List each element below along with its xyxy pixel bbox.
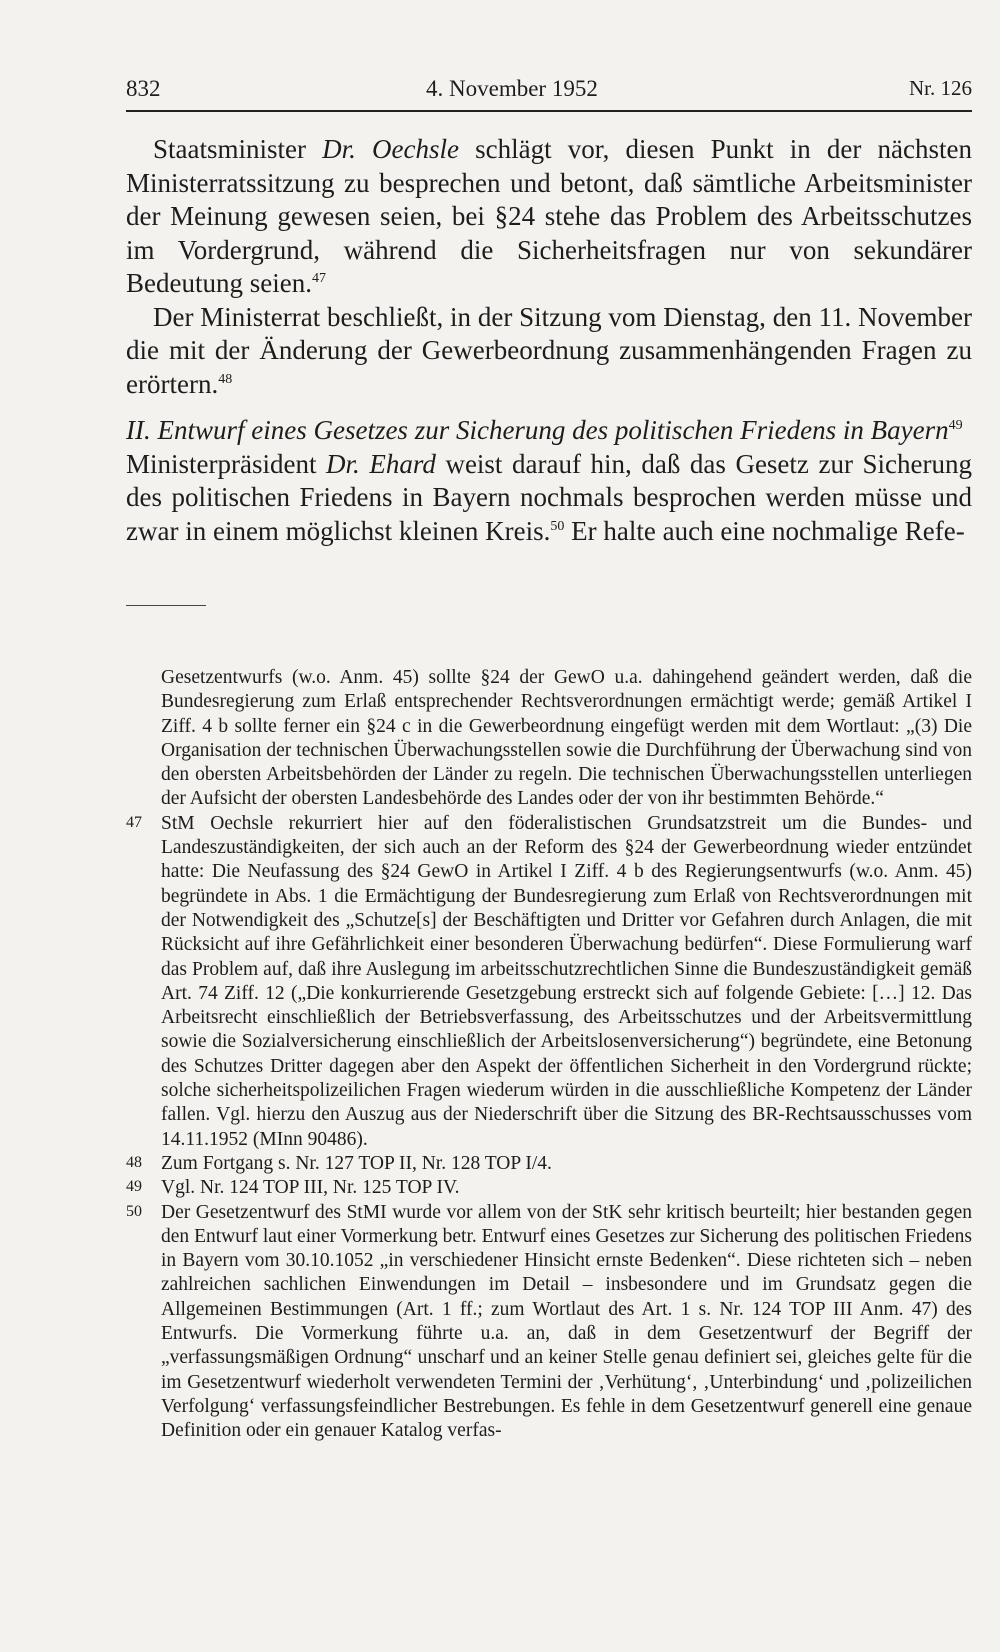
document-number: Nr. 126 (909, 76, 972, 100)
footnote-text: Zum Fortgang s. Nr. 127 TOP II, Nr. 128 TOP I/4. (161, 1152, 552, 1174)
paragraph-text: Er halte auch eine nochmalige Refe- (564, 515, 965, 546)
footnote-48 (126, 1152, 972, 1176)
footnote-ref[interactable]: 47 (311, 271, 326, 286)
footnote-ref[interactable]: 48 (218, 371, 233, 387)
paragraph-text: weist darauf hin, daß das Gesetz zur Sicherung des politischen Friedens in Bayern nochmals besprochen werden müsse und zwar in einem möglichst kleinen Kreis. (126, 448, 972, 546)
footnotes (126, 666, 972, 1444)
person-name: Dr. Oechsle (322, 134, 459, 164)
footnote-number: 48 (126, 1153, 142, 1171)
footnote-number: 49 (126, 1178, 142, 1196)
paragraph-text: Staatsminister (153, 134, 323, 164)
paragraph-ehard (126, 448, 972, 549)
footnote-ref[interactable]: 49 (948, 418, 963, 433)
footnote-ref[interactable]: 50 (550, 518, 565, 534)
footnote-text: StM Oechsle rekurriert hier auf den föderalistischen Grundsatzstreit um die Bundes- und Landeszuständigkeiten, der sich auch an der Reform des §24 der Gewerbeordnung wieder entzündet hatte: Die Neufassung des §24 GewO in Artikel I Ziff. 4 b des Regierungsentwurfs (w.o. Anm. 45) begründete in Abs. 1 die Ermächtigung der Bundesregierung zum Erlaß von Rechtsverordnungen mit der Notwendigkeit des „Schutze[s] der Beschäftigten und Dritter vor Gefahren durch Anlagen, die mit Rücksicht auf ihre Gefährlichkeit einer besonderen Überwachung bedürfen“. Diese Formulierung warf das Problem auf, daß ihre Auslegung im arbeitsschutzrechtlichen Sinne die Bundeszuständigkeit gemäß Art. 74 Ziff. 12 („Die konkurrierende Gesetzgebung erstreckt sich auf folgende Gebiete: […] 12. Das Arbeitsrecht einschließlich der Betriebsverfassung, des Arbeitsschutzes und der Arbeitsvermittlung sowie die Sozialversicherung einschließlich der Arbeitslosenversicherung“) begründete, eine Betonung des Schutzes Dritter dagegen aber den Aspekt der öffentlichen Sicherheit in den Vordergrund rückte; solche sicherheitspolizeilichen Fragen wiederum würden in die ausschließliche Kompetenz der Länder fallen. Vgl. hierzu den Auszug aus der Niederschrift über die Sitzung des BR-Rechtsausschusses vom 14.11.1952 (MInn 90486). (161, 812, 972, 1150)
main-text (126, 133, 972, 548)
paragraph-text: schlägt vor, diesen Punkt in der nächsten Ministerratssitzung zu besprechen und betont, daß sämtliche Arbeitsminister der Meinung gewesen seien, bei §24 stehe das Problem des Arbeitsschutzes im Vordergrund, während die Sicherheitsfragen nur von sekundärer Bedeutung seien. (126, 134, 972, 298)
footnote-47 (126, 812, 972, 1152)
agenda-item-title: II. Entwurf eines Gesetzes zur Sicherung des politischen Friedens in Bayern (126, 415, 949, 445)
footnote-number: 47 (126, 813, 142, 831)
footnote-separator (126, 605, 206, 606)
paragraph-resolution (126, 301, 972, 402)
running-header (126, 70, 972, 112)
footnote-text: Der Gesetzentwurf des StMI wurde vor allem von der StK sehr kritisch beurteilt; hier bestanden gegen den Entwurf laut einer Vormerkung betr. Entwurf eines Gesetzes zur Sicherung des politischen Friedens in Bayern vom 30.10.1052 „in verschiedener Hinsicht ernste Bedenken“. Diese richteten sich – neben zahlreichen sachlichen Einwendungen im Detail – insbesondere und im Grundsatz gegen die Allgemeinen Bestimmungen (Art. 1 ff.; zum Wortlaut des Art. 1 s. Nr. 124 TOP III Anm. 47) des Entwurfs. Die Vormerkung führte u.a. an, daß in dem Gesetzentwurf der Begriff der „verfassungsmäßigen Ordnung“ unscharf und an keiner Stelle genau definiert sei, gleiches gelte für die im Gesetzentwurf wiederholt verwendeten Termini der ‚Verhütung‘, ‚Unterbindung‘ und ‚polizeilichen Verfolgung‘ verfassungsfeindlicher Bestrebungen. Es fehle in dem Gesetzentwurf generell eine genaue Definition oder ein genauer Katalog verfas- (161, 1201, 972, 1442)
agenda-item-heading (126, 414, 972, 448)
footnote-50 (126, 1201, 972, 1444)
footnote-continued (126, 666, 972, 812)
footnote-text: Gesetzentwurfs (w.o. Anm. 45) sollte §24 der GewO u.a. dahingehend geändert werden, daß die Bundesregierung zum Erlaß entsprechender Rechtsverordnungen ermächtigt werde; gemäß Artikel I Ziff. 4 b sollte ferner ein §24 c in die Gewerbeordnung eingefügt werden mit dem Wortlaut: „(3) Die Organisation der technischen Überwachungsstellen sowie die Durchführung der Überwachung sind von den obersten Arbeitsbehörden der Länder zu regeln. Die technischen Überwachungsstellen unterliegen der Aufsicht der obersten Landesbehörde des Landes oder der von ihr bestimmten Behörde.“ (161, 667, 972, 810)
paragraph-oechsle (126, 133, 972, 301)
footnote-text: Vgl. Nr. 124 TOP III, Nr. 125 TOP IV. (161, 1177, 460, 1199)
page-number: 832 (126, 76, 161, 101)
paragraph-text: Ministerpräsident (126, 448, 327, 479)
person-name: Dr. Ehard (326, 448, 436, 479)
footnote-number: 50 (126, 1202, 142, 1220)
footnote-49 (126, 1176, 972, 1200)
paragraph-text: Der Ministerrat beschließt, in der Sitzung vom Dienstag, den 11. November die mit der Änderung der Gewerbeordnung zusammenhängenden Fragen zu erörtern. (126, 301, 972, 399)
header-date: 4. November 1952 (426, 76, 598, 101)
